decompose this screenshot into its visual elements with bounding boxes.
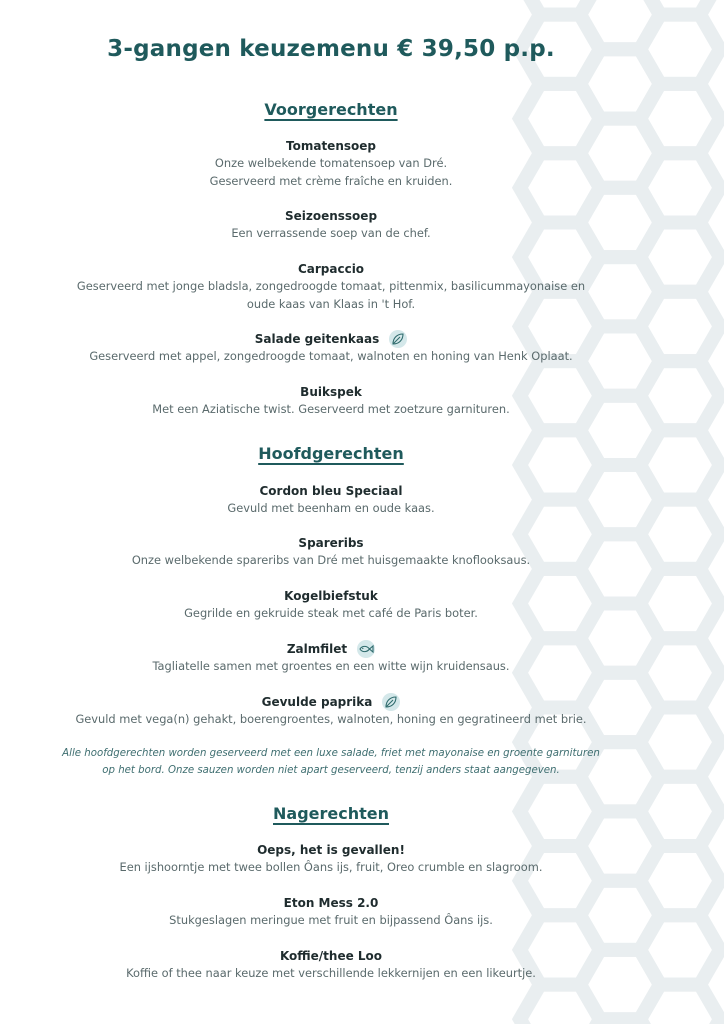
dish-name-row bbox=[0, 693, 662, 711]
dish-name: Kogelbiefstuk bbox=[284, 589, 378, 603]
dish-description: Geserveerd met jonge bladsla, zongedroogde tomaat, pittenmix, basilicummayonaise en bbox=[76, 279, 586, 293]
dish-description: Een ijshoorntje met twee bollen Ôans ijs, fruit, Oreo crumble en slagroom. bbox=[119, 860, 543, 874]
dish-tomatensoep bbox=[0, 138, 662, 190]
section-heading-hoofdgerechten: Hoofdgerechten bbox=[258, 444, 404, 463]
dish-name: Koffie/thee Loo bbox=[279, 949, 383, 963]
note-line: op het bord. Onze sauzen worden niet apart geserveerd, tenzij anders staat aangegeven. bbox=[102, 765, 560, 776]
note-line: Alle hoofdgerechten worden geserveerd met een luxe salade, friet met mayonaise en groente garnituren bbox=[62, 748, 600, 759]
dish-description: oude kaas van Klaas in 't Hof. bbox=[246, 296, 416, 311]
dish-description: Met een Aziatische twist. Geserveerd met zoetzure garnituren. bbox=[152, 402, 510, 416]
dish-description: Een verrassende soep van de chef. bbox=[231, 226, 431, 240]
dish-name-row bbox=[0, 330, 662, 348]
dish-description: Onze welbekende tomatensoep van Dré. bbox=[214, 156, 448, 170]
dish-salade-geitenkaas bbox=[0, 330, 662, 366]
section-heading-nagerechten: Nagerechten bbox=[273, 804, 389, 823]
dish-name: Seizoenssoep bbox=[284, 209, 378, 223]
menu-title: 3-gangen keuzemenu € 39,50 p.p. bbox=[107, 36, 555, 62]
dish-description: Tagliatelle samen met groentes en een witte wijn kruidensaus. bbox=[152, 659, 510, 673]
dish-kogelbiefstuk bbox=[0, 588, 662, 623]
dish-name: Gevulde paprika bbox=[261, 694, 373, 709]
dish-name: Zalmfilet bbox=[286, 641, 348, 656]
dish-name: Eton Mess 2.0 bbox=[283, 896, 379, 910]
leaf-icon bbox=[389, 330, 407, 348]
dish-name-row bbox=[0, 640, 662, 658]
hexagon-shape bbox=[640, 985, 720, 1024]
dish-name: Buikspek bbox=[300, 385, 362, 399]
dish-carpaccio bbox=[0, 261, 662, 313]
dish-description: Geserveerd met crème fraîche en kruiden. bbox=[209, 173, 453, 188]
dish-name: Oeps, het is gevallen! bbox=[257, 843, 405, 857]
dish-koffie-thee-loo bbox=[0, 948, 662, 983]
dish-description: Onze welbekende spareribs van Dré met huisgemaakte knoflooksaus. bbox=[131, 553, 531, 567]
fish-icon bbox=[357, 640, 375, 658]
dish-spareribs bbox=[0, 535, 662, 570]
dish-zalmfilet bbox=[0, 640, 662, 676]
dish-description: Geserveerd met appel, zongedroogde tomaat, walnoten en honing van Henk Oplaat. bbox=[89, 349, 573, 363]
dish-name: Cordon bleu Speciaal bbox=[259, 484, 403, 498]
dish-gevulde-paprika bbox=[0, 693, 662, 729]
main-course-note bbox=[40, 745, 622, 779]
dish-description: Stukgeslagen meringue met fruit en bijpassend Ôans ijs. bbox=[169, 913, 493, 927]
dish-name: Tomatensoep bbox=[286, 139, 376, 153]
dish-cordon-bleu-speciaal bbox=[0, 483, 662, 518]
dish-name: Salade geitenkaas bbox=[254, 331, 380, 346]
dish-description: Gevuld met beenham en oude kaas. bbox=[227, 501, 435, 515]
dish-name: Spareribs bbox=[298, 536, 364, 550]
dish-description: Gevuld met vega(n) gehakt, boerengroentes, walnoten, honing en gegratineerd met brie. bbox=[75, 712, 587, 726]
dish-oeps-het-is-gevallen bbox=[0, 842, 662, 877]
dish-eton-mess bbox=[0, 895, 662, 930]
section-heading-voorgerechten: Voorgerechten bbox=[264, 100, 398, 119]
dish-description: Koffie of thee naar keuze met verschillende lekkernijen en een likeurtje. bbox=[126, 966, 536, 980]
dish-description: Gegrilde en gekruide steak met café de Paris boter. bbox=[184, 606, 478, 620]
dish-seizoenssoep bbox=[0, 208, 662, 243]
leaf-icon bbox=[382, 693, 400, 711]
dish-name: Carpaccio bbox=[297, 262, 365, 276]
dish-buikspek bbox=[0, 384, 662, 419]
